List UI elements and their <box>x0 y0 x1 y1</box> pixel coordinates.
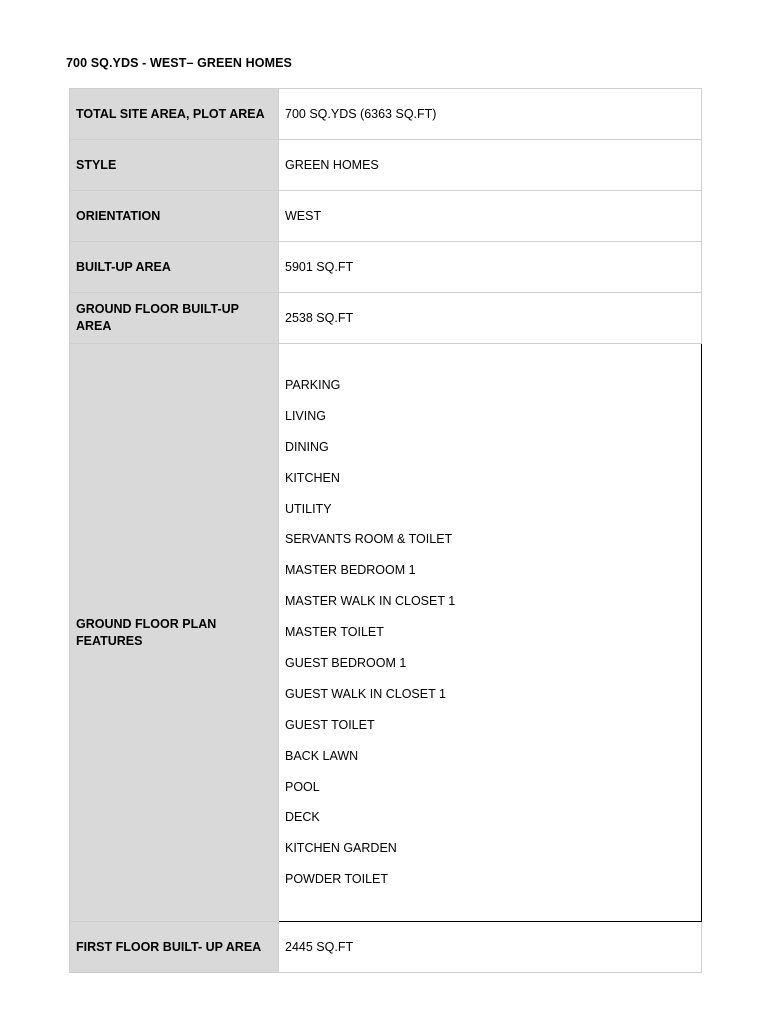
list-item: GUEST TOILET <box>285 717 375 732</box>
table-row <box>70 89 702 140</box>
list-item: MASTER TOILET <box>285 625 384 640</box>
row-value: 700 SQ.YDS (6363 SQ.FT) <box>279 89 702 140</box>
document-title: 700 SQ.YDS - WEST– GREEN HOMES <box>66 56 292 70</box>
row-label: GROUND FLOOR BUILT-UP AREA <box>70 293 279 344</box>
ground-floor-features-row <box>70 344 702 922</box>
row-value: 5901 SQ.FT <box>279 242 702 293</box>
list-item: POWDER TOILET <box>285 872 389 887</box>
row-value: 2538 SQ.FT <box>279 293 702 344</box>
list-item: KITCHEN GARDEN <box>285 841 397 856</box>
list-item: PARKING <box>285 378 341 392</box>
spec-table <box>69 88 702 973</box>
features-cell <box>279 344 702 922</box>
row-label: BUILT-UP AREA <box>70 242 279 293</box>
row-value: WEST <box>279 191 702 242</box>
row-value: GREEN HOMES <box>279 140 702 191</box>
row-value: 2445 SQ.FT <box>279 922 702 973</box>
table-row <box>70 293 702 344</box>
table-row <box>70 140 702 191</box>
table-row <box>70 191 702 242</box>
list-item: GUEST BEDROOM 1 <box>285 656 407 671</box>
list-item: BACK LAWN <box>285 748 359 763</box>
list-item: LIVING <box>285 408 326 423</box>
features-list <box>285 370 695 895</box>
table-row <box>70 242 702 293</box>
list-item: MASTER BEDROOM 1 <box>285 563 416 578</box>
features-label: GROUND FLOOR PLAN FEATURES <box>70 344 279 922</box>
list-item: DINING <box>285 439 329 454</box>
list-item: UTILITY <box>285 501 332 516</box>
row-label: STYLE <box>70 140 279 191</box>
row-label: ORIENTATION <box>70 191 279 242</box>
row-label: TOTAL SITE AREA, PLOT AREA <box>70 89 279 140</box>
list-item: GUEST WALK IN CLOSET 1 <box>285 686 446 701</box>
list-item: DECK <box>285 810 320 825</box>
row-label: FIRST FLOOR BUILT- UP AREA <box>70 922 279 973</box>
list-item: KITCHEN <box>285 470 340 485</box>
list-item: SERVANTS ROOM & TOILET <box>285 532 453 547</box>
list-item: MASTER WALK IN CLOSET 1 <box>285 594 456 609</box>
list-item: POOL <box>285 779 320 794</box>
table-row <box>70 922 702 973</box>
